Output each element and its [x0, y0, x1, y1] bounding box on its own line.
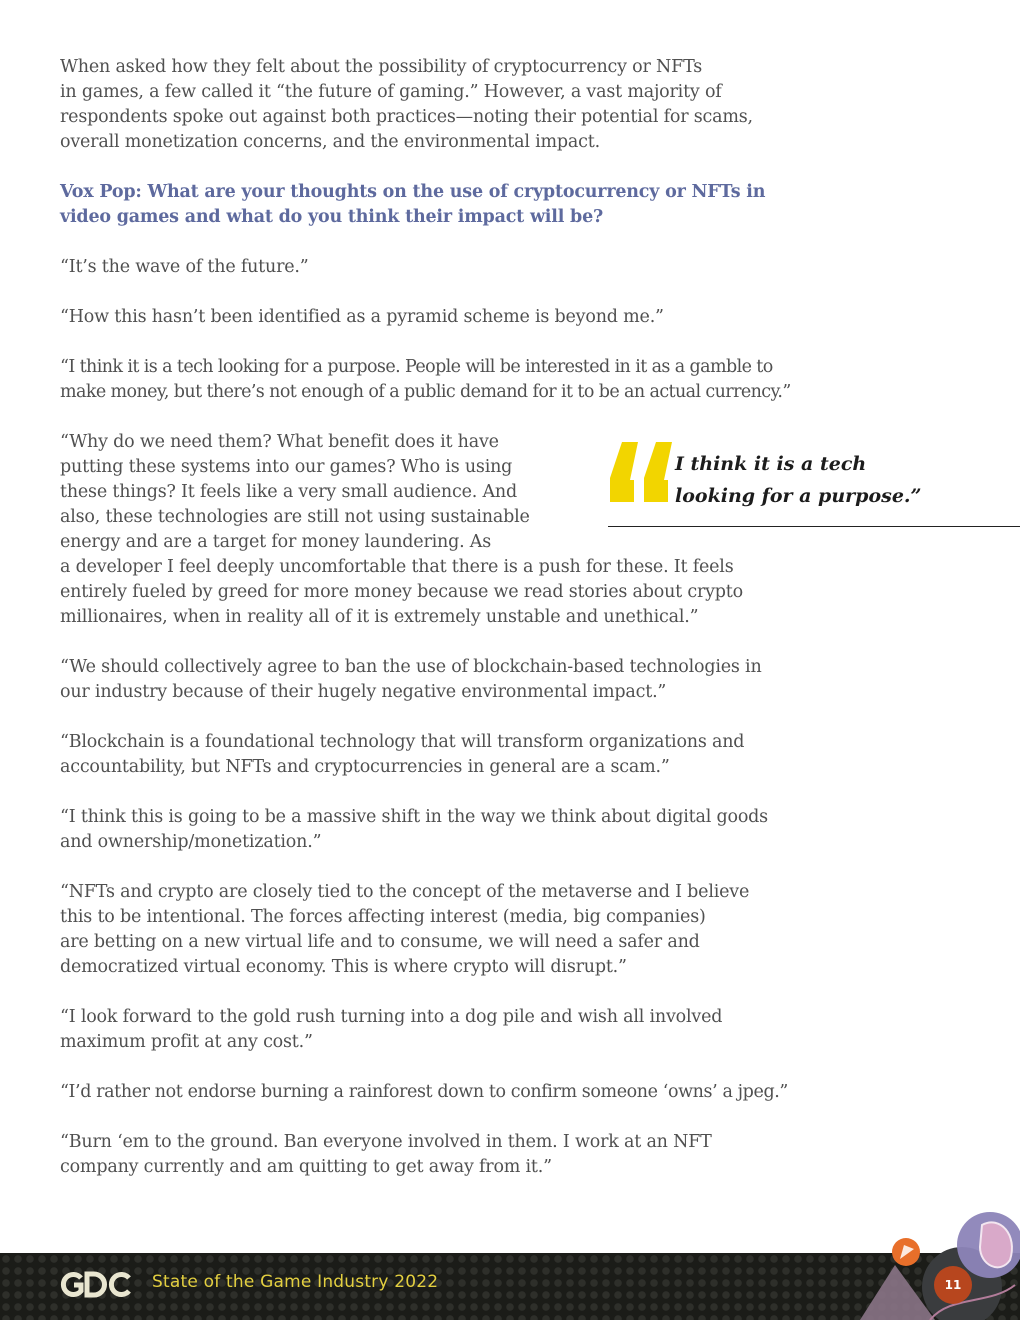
text-line: putting these systems into our games? Who is using: [60, 457, 513, 477]
text-line: “NFTs and crypto are closely tied to the concept of the metaverse and I believe: [60, 882, 750, 902]
text-line: “Burn ‘em to the ground. Ban everyone involved in them. I work at an NFT: [60, 1132, 712, 1152]
text-line: accountability, but NFTs and cryptocurrencies in general are a scam.”: [60, 757, 670, 777]
intro-paragraph: [60, 55, 753, 155]
text-line: “It’s the wave of the future.”: [60, 257, 309, 277]
page-number-badge: 11: [934, 1266, 972, 1304]
heading-line: Vox Pop: What are your thoughts on the use of cryptocurrency or NFTs in: [60, 182, 766, 202]
footer-title: State of the Game Industry 2022: [152, 1272, 439, 1292]
text-line: make money, but there’s not enough of a public demand for it to be an actual currency.”: [60, 382, 791, 402]
pull-quote: [608, 440, 1020, 527]
text-line: also, these technologies are still not using sustainable: [60, 507, 530, 527]
text-line: this to be intentional. The forces affecting interest (media, big companies): [60, 907, 706, 927]
decorative-shapes: [840, 1205, 1020, 1320]
text-line: these things? It feels like a very small audience. And: [60, 482, 517, 502]
text-line: millionaires, when in reality all of it is extremely unstable and unethical.”: [60, 607, 699, 627]
gdc-logo: [60, 1269, 134, 1299]
text-line: company currently and am quitting to get away from it.”: [60, 1157, 552, 1177]
text-line: entirely fueled by greed for more money because we read stories about crypto: [60, 582, 743, 602]
text-line: maximum profit at any cost.”: [60, 1032, 313, 1052]
text-line: respondents spoke out against both practices—noting their potential for scams,: [60, 107, 753, 127]
quote-8: [60, 880, 749, 980]
text-line: When asked how they felt about the possibility of cryptocurrency or NFTs: [60, 57, 703, 77]
heading-line: video games and what do you think their impact will be?: [60, 207, 604, 227]
quote-5: [60, 655, 762, 705]
quote-3: [60, 355, 791, 405]
text-line: energy and are a target for money laundering. As: [60, 532, 492, 552]
text-line: “I’d rather not endorse burning a rainforest down to confirm someone ‘owns’ a jpeg.”: [60, 1082, 788, 1102]
text-line: “How this hasn’t been identified as a pyramid scheme is beyond me.”: [60, 307, 664, 327]
text-line: a developer I feel deeply uncomfortable that there is a push for these. It feels: [60, 557, 734, 577]
text-line: democratized virtual economy. This is where crypto will disrupt.”: [60, 957, 627, 977]
pull-quote-text: [675, 448, 1015, 512]
text-line: and ownership/monetization.”: [60, 832, 322, 852]
text-line: “I look forward to the gold rush turning into a dog pile and wish all involved: [60, 1007, 723, 1027]
text-line: “Why do we need them? What benefit does it have: [60, 432, 499, 452]
quote-11: [60, 1130, 712, 1180]
text-line: overall monetization concerns, and the environmental impact.: [60, 132, 600, 152]
text-line: are betting on a new virtual life and to consume, we will need a safer and: [60, 932, 700, 952]
quote-10: [60, 1080, 788, 1105]
pull-quote-line: looking for a purpose.”: [675, 485, 922, 507]
quote-9: [60, 1005, 722, 1055]
text-line: “Blockchain is a foundational technology that will transform organizations and: [60, 732, 745, 752]
vox-pop-heading: [60, 180, 800, 230]
quote-1: [60, 255, 309, 280]
text-line: in games, a few called it “the future of gaming.” However, a vast majority of: [60, 82, 722, 102]
text-line: “I think it is a tech looking for a purpose. People will be interested in it as a gamble to: [60, 357, 773, 377]
text-line: “We should collectively agree to ban the use of blockchain-based technologies in: [60, 657, 762, 677]
quote-mark-icon: [608, 440, 674, 504]
quote-6: [60, 730, 744, 780]
text-line: our industry because of their hugely negative environmental impact.”: [60, 682, 667, 702]
pull-quote-line: I think it is a tech: [675, 453, 867, 475]
quote-7: [60, 805, 768, 855]
quote-2: [60, 305, 664, 330]
text-line: “I think this is going to be a massive shift in the way we think about digital goods: [60, 807, 768, 827]
